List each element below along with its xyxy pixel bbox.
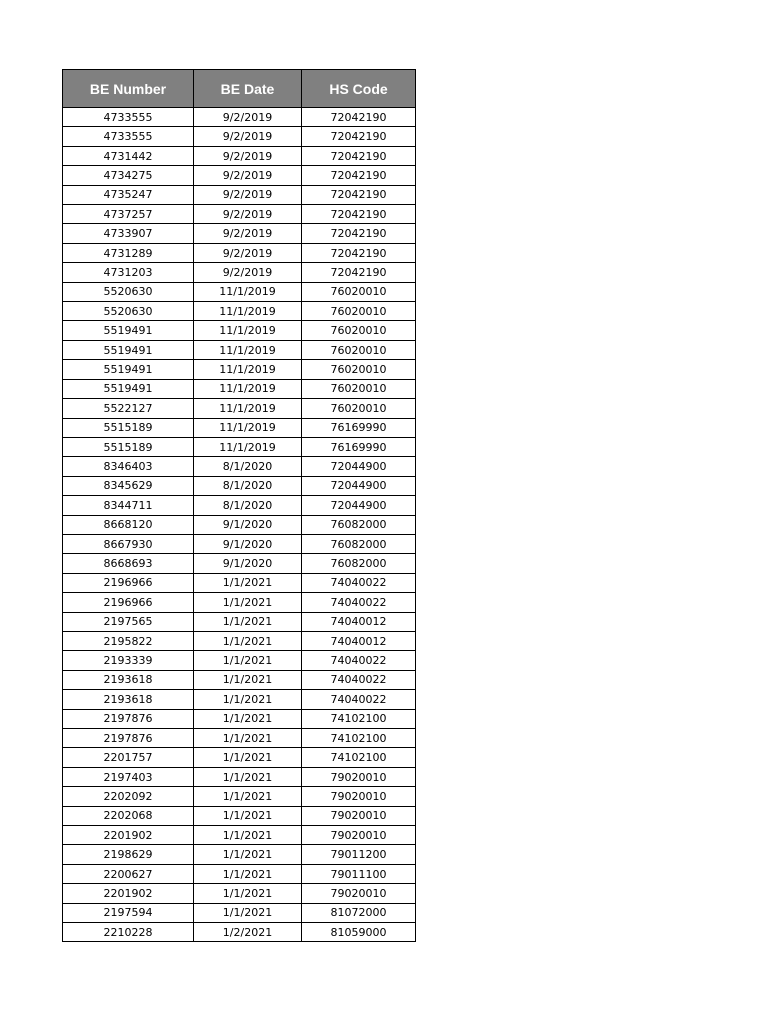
cell-be-date: 11/1/2019	[194, 437, 302, 456]
cell-hs-code: 72044900	[302, 457, 416, 476]
cell-hs-code: 72042190	[302, 263, 416, 282]
table-row	[63, 806, 416, 825]
cell-be-number: 4733555	[63, 108, 194, 127]
cell-be-date: 9/2/2019	[194, 166, 302, 185]
cell-hs-code: 76082000	[302, 554, 416, 573]
cell-be-number: 2196966	[63, 593, 194, 612]
cell-be-number: 2200627	[63, 864, 194, 883]
cell-be-number: 2210228	[63, 923, 194, 942]
table-body	[63, 108, 416, 942]
cell-be-date: 1/1/2021	[194, 690, 302, 709]
cell-be-number: 2195822	[63, 631, 194, 650]
cell-be-number: 5519491	[63, 360, 194, 379]
table-row	[63, 515, 416, 534]
cell-hs-code: 74040012	[302, 631, 416, 650]
cell-be-number: 4731442	[63, 146, 194, 165]
cell-be-date: 1/1/2021	[194, 729, 302, 748]
cell-hs-code: 76169990	[302, 437, 416, 456]
cell-hs-code: 72042190	[302, 127, 416, 146]
cell-hs-code: 79020010	[302, 767, 416, 786]
cell-hs-code: 72042190	[302, 108, 416, 127]
table-row	[63, 146, 416, 165]
cell-be-date: 11/1/2019	[194, 302, 302, 321]
cell-hs-code: 74040012	[302, 612, 416, 631]
cell-be-date: 11/1/2019	[194, 321, 302, 340]
table-row	[63, 437, 416, 456]
cell-hs-code: 79011100	[302, 864, 416, 883]
cell-be-date: 1/1/2021	[194, 670, 302, 689]
cell-be-date: 1/1/2021	[194, 748, 302, 767]
cell-be-number: 5520630	[63, 302, 194, 321]
table-row	[63, 748, 416, 767]
cell-be-number: 5520630	[63, 282, 194, 301]
table-row	[63, 166, 416, 185]
cell-be-number: 4731203	[63, 263, 194, 282]
cell-be-number: 8344711	[63, 496, 194, 515]
table-row	[63, 593, 416, 612]
table-row	[63, 729, 416, 748]
cell-hs-code: 74102100	[302, 709, 416, 728]
cell-be-date: 9/2/2019	[194, 127, 302, 146]
cell-be-number: 2197876	[63, 729, 194, 748]
table-row	[63, 379, 416, 398]
cell-be-date: 1/1/2021	[194, 787, 302, 806]
cell-be-date: 9/2/2019	[194, 224, 302, 243]
cell-be-number: 2198629	[63, 845, 194, 864]
cell-be-number: 5519491	[63, 340, 194, 359]
cell-be-number: 2201757	[63, 748, 194, 767]
cell-be-date: 9/2/2019	[194, 146, 302, 165]
cell-be-date: 9/2/2019	[194, 205, 302, 224]
table-row	[63, 631, 416, 650]
cell-be-number: 4731289	[63, 243, 194, 262]
cell-hs-code: 72042190	[302, 185, 416, 204]
cell-be-date: 11/1/2019	[194, 379, 302, 398]
cell-be-date: 8/1/2020	[194, 476, 302, 495]
cell-be-number: 8668120	[63, 515, 194, 534]
cell-hs-code: 79020010	[302, 826, 416, 845]
table-row	[63, 554, 416, 573]
cell-be-number: 2196966	[63, 573, 194, 592]
cell-be-number: 5519491	[63, 379, 194, 398]
table-row	[63, 457, 416, 476]
cell-be-date: 1/1/2021	[194, 826, 302, 845]
table-row	[63, 127, 416, 146]
cell-be-date: 9/1/2020	[194, 515, 302, 534]
cell-be-date: 9/2/2019	[194, 263, 302, 282]
cell-hs-code: 76020010	[302, 360, 416, 379]
cell-be-number: 8345629	[63, 476, 194, 495]
cell-hs-code: 76020010	[302, 379, 416, 398]
table-row	[63, 496, 416, 515]
cell-be-date: 11/1/2019	[194, 418, 302, 437]
table-row	[63, 243, 416, 262]
cell-be-number: 2201902	[63, 826, 194, 845]
cell-be-number: 4735247	[63, 185, 194, 204]
cell-be-date: 11/1/2019	[194, 399, 302, 418]
cell-hs-code: 72042190	[302, 224, 416, 243]
table-row	[63, 864, 416, 883]
table-row	[63, 321, 416, 340]
cell-be-number: 5519491	[63, 321, 194, 340]
cell-be-date: 1/1/2021	[194, 864, 302, 883]
cell-be-number: 2197565	[63, 612, 194, 631]
cell-be-number: 5515189	[63, 437, 194, 456]
cell-hs-code: 76169990	[302, 418, 416, 437]
cell-be-number: 2197403	[63, 767, 194, 786]
cell-hs-code: 81059000	[302, 923, 416, 942]
cell-be-number: 2193339	[63, 651, 194, 670]
cell-hs-code: 76082000	[302, 515, 416, 534]
table-row	[63, 282, 416, 301]
cell-hs-code: 72042190	[302, 166, 416, 185]
cell-be-date: 9/2/2019	[194, 243, 302, 262]
cell-hs-code: 76020010	[302, 282, 416, 301]
cell-be-date: 8/1/2020	[194, 496, 302, 515]
table-row	[63, 651, 416, 670]
table-row	[63, 884, 416, 903]
table-row	[63, 923, 416, 942]
cell-be-number: 2193618	[63, 690, 194, 709]
cell-hs-code: 74040022	[302, 651, 416, 670]
cell-hs-code: 74040022	[302, 690, 416, 709]
cell-be-number: 8667930	[63, 534, 194, 553]
cell-hs-code: 79011200	[302, 845, 416, 864]
cell-be-date: 9/1/2020	[194, 554, 302, 573]
cell-hs-code: 74040022	[302, 573, 416, 592]
cell-hs-code: 72044900	[302, 496, 416, 515]
cell-be-date: 9/1/2020	[194, 534, 302, 553]
table-row	[63, 418, 416, 437]
cell-hs-code: 72042190	[302, 205, 416, 224]
cell-hs-code: 76082000	[302, 534, 416, 553]
cell-be-date: 1/1/2021	[194, 593, 302, 612]
cell-be-number: 5522127	[63, 399, 194, 418]
table-row	[63, 534, 416, 553]
table-row	[63, 612, 416, 631]
table-row	[63, 573, 416, 592]
cell-hs-code: 76020010	[302, 321, 416, 340]
cell-be-date: 1/1/2021	[194, 903, 302, 922]
cell-hs-code: 79020010	[302, 806, 416, 825]
cell-hs-code: 74040022	[302, 593, 416, 612]
cell-be-number: 2201902	[63, 884, 194, 903]
cell-be-date: 1/1/2021	[194, 612, 302, 631]
table-row	[63, 205, 416, 224]
cell-be-number: 5515189	[63, 418, 194, 437]
table-row	[63, 826, 416, 845]
table-row	[63, 263, 416, 282]
cell-hs-code: 72042190	[302, 243, 416, 262]
cell-hs-code: 81072000	[302, 903, 416, 922]
cell-be-number: 2197876	[63, 709, 194, 728]
cell-be-date: 11/1/2019	[194, 340, 302, 359]
header-be-number: BE Number	[63, 70, 194, 108]
cell-be-date: 1/1/2021	[194, 806, 302, 825]
table-row	[63, 224, 416, 243]
table-row	[63, 903, 416, 922]
cell-be-date: 9/2/2019	[194, 108, 302, 127]
cell-be-number: 4733907	[63, 224, 194, 243]
table-row	[63, 476, 416, 495]
table-row	[63, 360, 416, 379]
cell-be-number: 2202068	[63, 806, 194, 825]
cell-hs-code: 74102100	[302, 729, 416, 748]
cell-be-date: 1/1/2021	[194, 767, 302, 786]
cell-be-number: 2193618	[63, 670, 194, 689]
cell-hs-code: 79020010	[302, 787, 416, 806]
cell-hs-code: 76020010	[302, 340, 416, 359]
cell-be-date: 1/1/2021	[194, 631, 302, 650]
table-row	[63, 340, 416, 359]
cell-be-date: 8/1/2020	[194, 457, 302, 476]
table-row	[63, 185, 416, 204]
cell-be-number: 4733555	[63, 127, 194, 146]
cell-hs-code: 72042190	[302, 146, 416, 165]
cell-be-number: 4734275	[63, 166, 194, 185]
cell-hs-code: 72044900	[302, 476, 416, 495]
cell-be-date: 1/1/2021	[194, 709, 302, 728]
cell-hs-code: 74040022	[302, 670, 416, 689]
cell-be-number: 8668693	[63, 554, 194, 573]
table-header-row	[63, 70, 416, 108]
cell-be-number: 2197594	[63, 903, 194, 922]
cell-be-date: 9/2/2019	[194, 185, 302, 204]
cell-be-date: 1/1/2021	[194, 845, 302, 864]
cell-be-date: 1/1/2021	[194, 573, 302, 592]
cell-be-date: 11/1/2019	[194, 282, 302, 301]
cell-be-date: 1/1/2021	[194, 884, 302, 903]
table-row	[63, 845, 416, 864]
table-row	[63, 108, 416, 127]
cell-be-date: 11/1/2019	[194, 360, 302, 379]
table-row	[63, 399, 416, 418]
table-row	[63, 767, 416, 786]
cell-be-number: 4737257	[63, 205, 194, 224]
be-table	[62, 69, 416, 942]
table-row	[63, 302, 416, 321]
table-row	[63, 709, 416, 728]
header-hs-code: HS Code	[302, 70, 416, 108]
cell-hs-code: 74102100	[302, 748, 416, 767]
cell-be-date: 1/1/2021	[194, 651, 302, 670]
cell-hs-code: 79020010	[302, 884, 416, 903]
header-be-date: BE Date	[194, 70, 302, 108]
cell-hs-code: 76020010	[302, 302, 416, 321]
table-row	[63, 690, 416, 709]
table-row	[63, 670, 416, 689]
cell-hs-code: 76020010	[302, 399, 416, 418]
cell-be-number: 8346403	[63, 457, 194, 476]
cell-be-date: 1/2/2021	[194, 923, 302, 942]
cell-be-number: 2202092	[63, 787, 194, 806]
table-row	[63, 787, 416, 806]
